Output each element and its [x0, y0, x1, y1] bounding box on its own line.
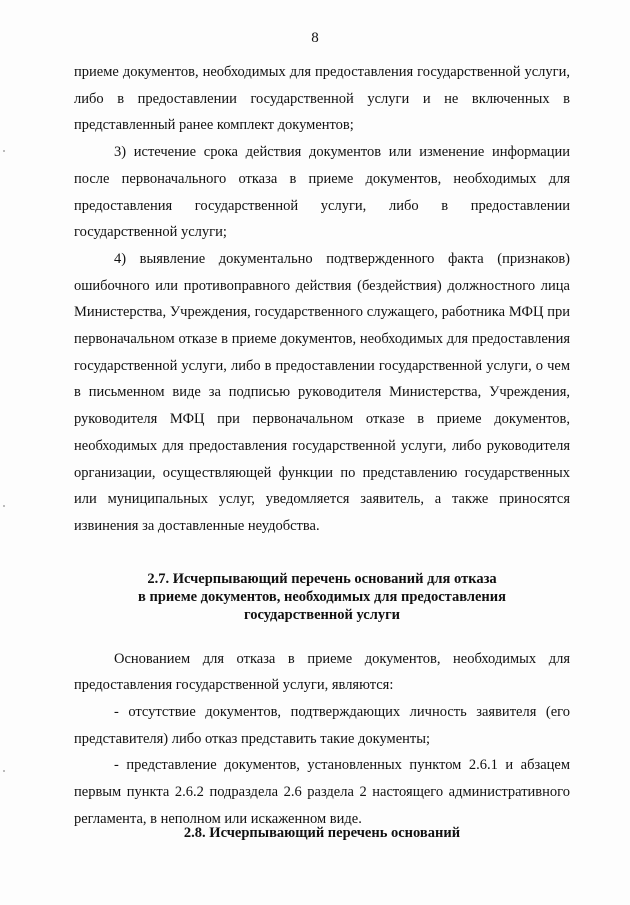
heading-line: 2.7. Исчерпывающий перечень оснований для отказа: [147, 570, 497, 587]
section-heading-2-8: 2.8. Исчерпывающий перечень оснований: [183, 825, 461, 841]
paragraph-ground-1: - отсутствие документов, подтверждающих личность заявителя (его представителя) либо отказ представить такие документы;: [74, 704, 570, 747]
section-2-7-body: [74, 646, 570, 833]
page-number: 8: [311, 30, 319, 46]
heading-line: государственной услуги: [243, 606, 401, 623]
scan-artifact-dot: [3, 505, 5, 507]
paragraph-item-4: 4) выявление документально подтвержденного факта (признаков) ошибочного или противоправного действия (бездействия) должностного лица Министерства, Учреждения, государственного служащего, работника МФЦ при первоначальном отказе в приеме документов, необходимых для предоставления государственной услуги, либо в предоставлении государственной услуги, о чем в письменном виде за подписью руководителя Министерства, Учреждения, руководителя МФЦ при первоначальном отказе в приеме документов, необходимых для предоставления государственной услуги, либо руководителя организации, осуществляющей функции по представлению государственных или муниципальных услуг, уведомляется заявитель, а также приносятся извинения за доставленные неудобства.: [74, 250, 570, 534]
section-heading-2-7: [74, 570, 570, 624]
heading-line: в приеме документов, необходимых для предоставления: [138, 588, 506, 605]
scan-artifact-dot: [3, 770, 5, 772]
document-body: [74, 59, 570, 833]
scan-artifact-dot: [3, 150, 5, 152]
paragraph-item-3: 3) истечение срока действия документов или изменение информации после первоначального отказа в приеме документов, необходимых для предоставления государственной услуги, либо в предоставлении государственной услуги;: [74, 144, 570, 241]
paragraph-grounds-intro: Основанием для отказа в приеме документов, необходимых для предоставления государственной услуги, являются:: [74, 650, 570, 694]
paragraph-ground-2: - представление документов, установленных пунктом 2.6.1 и абзацем первым пункта 2.6.2 подраздела 2.6 раздела 2 настоящего административного регламента, в неполном или искаженном виде.: [74, 757, 570, 827]
paragraph-continuation: приеме документов, необходимых для предоставления государственной услуги, либо в предоставлении государственной услуги и не включенных в представленный ранее комплект документов;: [74, 64, 570, 134]
